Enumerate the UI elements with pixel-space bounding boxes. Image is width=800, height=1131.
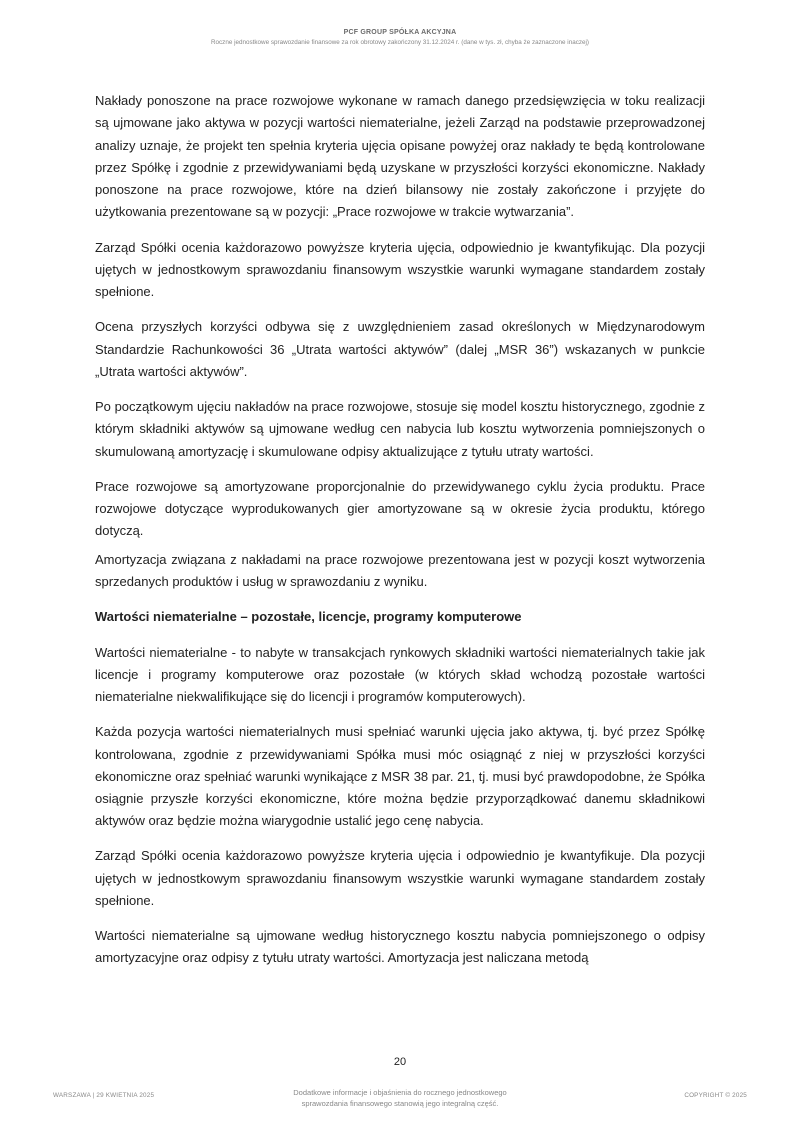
footer-location-date: WARSZAWA | 29 KWIETNIA 2025	[53, 1092, 155, 1099]
paragraph-1: Nakłady ponoszone na prace rozwojowe wykonane w ramach danego przedsięwzięcia w toku realizacji są ujmowane jako aktywa w pozycji wartości niematerialne, jeżeli Zarząd na podstawie przeprowadzonej analizy uznaje, że projekt ten spełnia kryteria ujęcia opisane powyżej oraz nakłady te będą kontrolowane przez Spółkę i zgodnie z przewidywaniami będą uzyskane w przyszłości korzyści ekonomiczne. Nakłady ponoszone na prace rozwojowe, które na dzień bilansowy nie zostały zakończone i przyjęte do użytkowania prezentowane są w pozycji: „Prace rozwojowe w trakcie wytwarzania”.	[95, 93, 705, 220]
paragraph-10: Wartości niematerialne są ujmowane według historycznego kosztu nabycia pomniejszonego o odpisy amortyzacyjne oraz odpisy z tytułu utraty wartości. Amortyzacja jest naliczana metodą	[95, 928, 705, 966]
footer-note-line-1: Dodatkowe informacje i objaśnienia do rocznego jednostkowego	[293, 1088, 507, 1097]
footer-note	[250, 1087, 550, 1109]
page-number: 20	[393, 1056, 407, 1068]
paragraph-9: Zarząd Spółki ocenia każdorazowo powyższe kryteria ujęcia i odpowiednio je kwantyfikuje. Dla pozycji ujętych w jednostkowym sprawozdaniu finansowym wszystkie warunki wymagane standardem zostały spełnione.	[95, 848, 705, 909]
footer-copyright: COPYRIGHT © 2025	[684, 1092, 747, 1099]
company-name: PCF GROUP SPÓŁKA AKCYJNA	[343, 29, 457, 36]
paragraph-7: Wartości niematerialne - to nabyte w transakcjach rynkowych składniki wartości niematerialnych takie jak licencje i programy komputerowe oraz pozostałe (w których skład wchodzą pozostałe wartości niematerialne niekwalifikujące się do licencji i programów komputerowych).	[95, 644, 705, 705]
paragraph-8: Każda pozycja wartości niematerialnych musi spełniać warunki ujęcia jako aktywa, tj. być przez Spółkę kontrolowana, zgodnie z przewidywaniami Spółka musi móc osiągnąć z niej w przyszłości korzyści ekonomiczne oraz spełniać warunki wynikające z MSR 38 par. 21, tj. musi być prawdopodobne, że Spółka osiągnie przyszłe korzyści ekonomiczne, które można będzie przyporządkować danemu składnikowi aktywów oraz będzie można wiarygodnie ustalić jego cenę nabycia.	[95, 724, 705, 829]
paragraph-4: Po początkowym ujęciu nakładów na prace rozwojowe, stosuje się model kosztu historycznego, zgodnie z którym składniki aktywów są ujmowane według cen nabycia lub kosztu wytworzenia pomniejszonych o skumulowaną amortyzację i skumulowane odpisy aktualizujące z tytułu utraty wartości.	[95, 398, 705, 459]
section-heading: Wartości niematerialne – pozostałe, licencje, programy komputerowe	[95, 609, 522, 625]
paragraph-3: Ocena przyszłych korzyści odbywa się z uwzględnieniem zasad określonych w Międzynarodowym Standardzie Rachunkowości 36 „Utrata wartości aktywów” (dalej „MSR 36”) wskazanych w punkcie „Utrata wartości aktywów”.	[95, 319, 705, 379]
report-subtitle: Roczne jednostkowe sprawozdanie finansowe za rok obrotowy zakończony 31.12.2024 r. (dane w tys. zł, chyba że zaznaczone inaczej)	[210, 39, 590, 46]
page-header	[0, 29, 800, 46]
footer-note-line-2: sprawozdania finansowego stanowią jego integralną część.	[301, 1099, 499, 1108]
paragraph-2: Zarząd Spółki ocenia każdorazowo powyższe kryteria ujęcia, odpowiednio je kwantyfikując. Dla pozycji ujętych w jednostkowym sprawozdaniu finansowym wszystkie warunki wymagane standardem zostały spełnione.	[95, 239, 705, 300]
paragraph-6: Amortyzacja związana z nakładami na prace rozwojowe prezentowana jest w pozycji koszt wytworzenia sprzedanych produktów i usług w sprawozdaniu z wyniku.	[95, 552, 705, 590]
document-body	[95, 90, 705, 983]
paragraph-5: Prace rozwojowe są amortyzowane proporcjonalnie do przewidywanego cyklu życia produktu. Prace rozwojowe dotyczące wyprodukowanych gier amortyzowane są w okresie życia produktu, którego dotyczą.	[95, 478, 705, 539]
